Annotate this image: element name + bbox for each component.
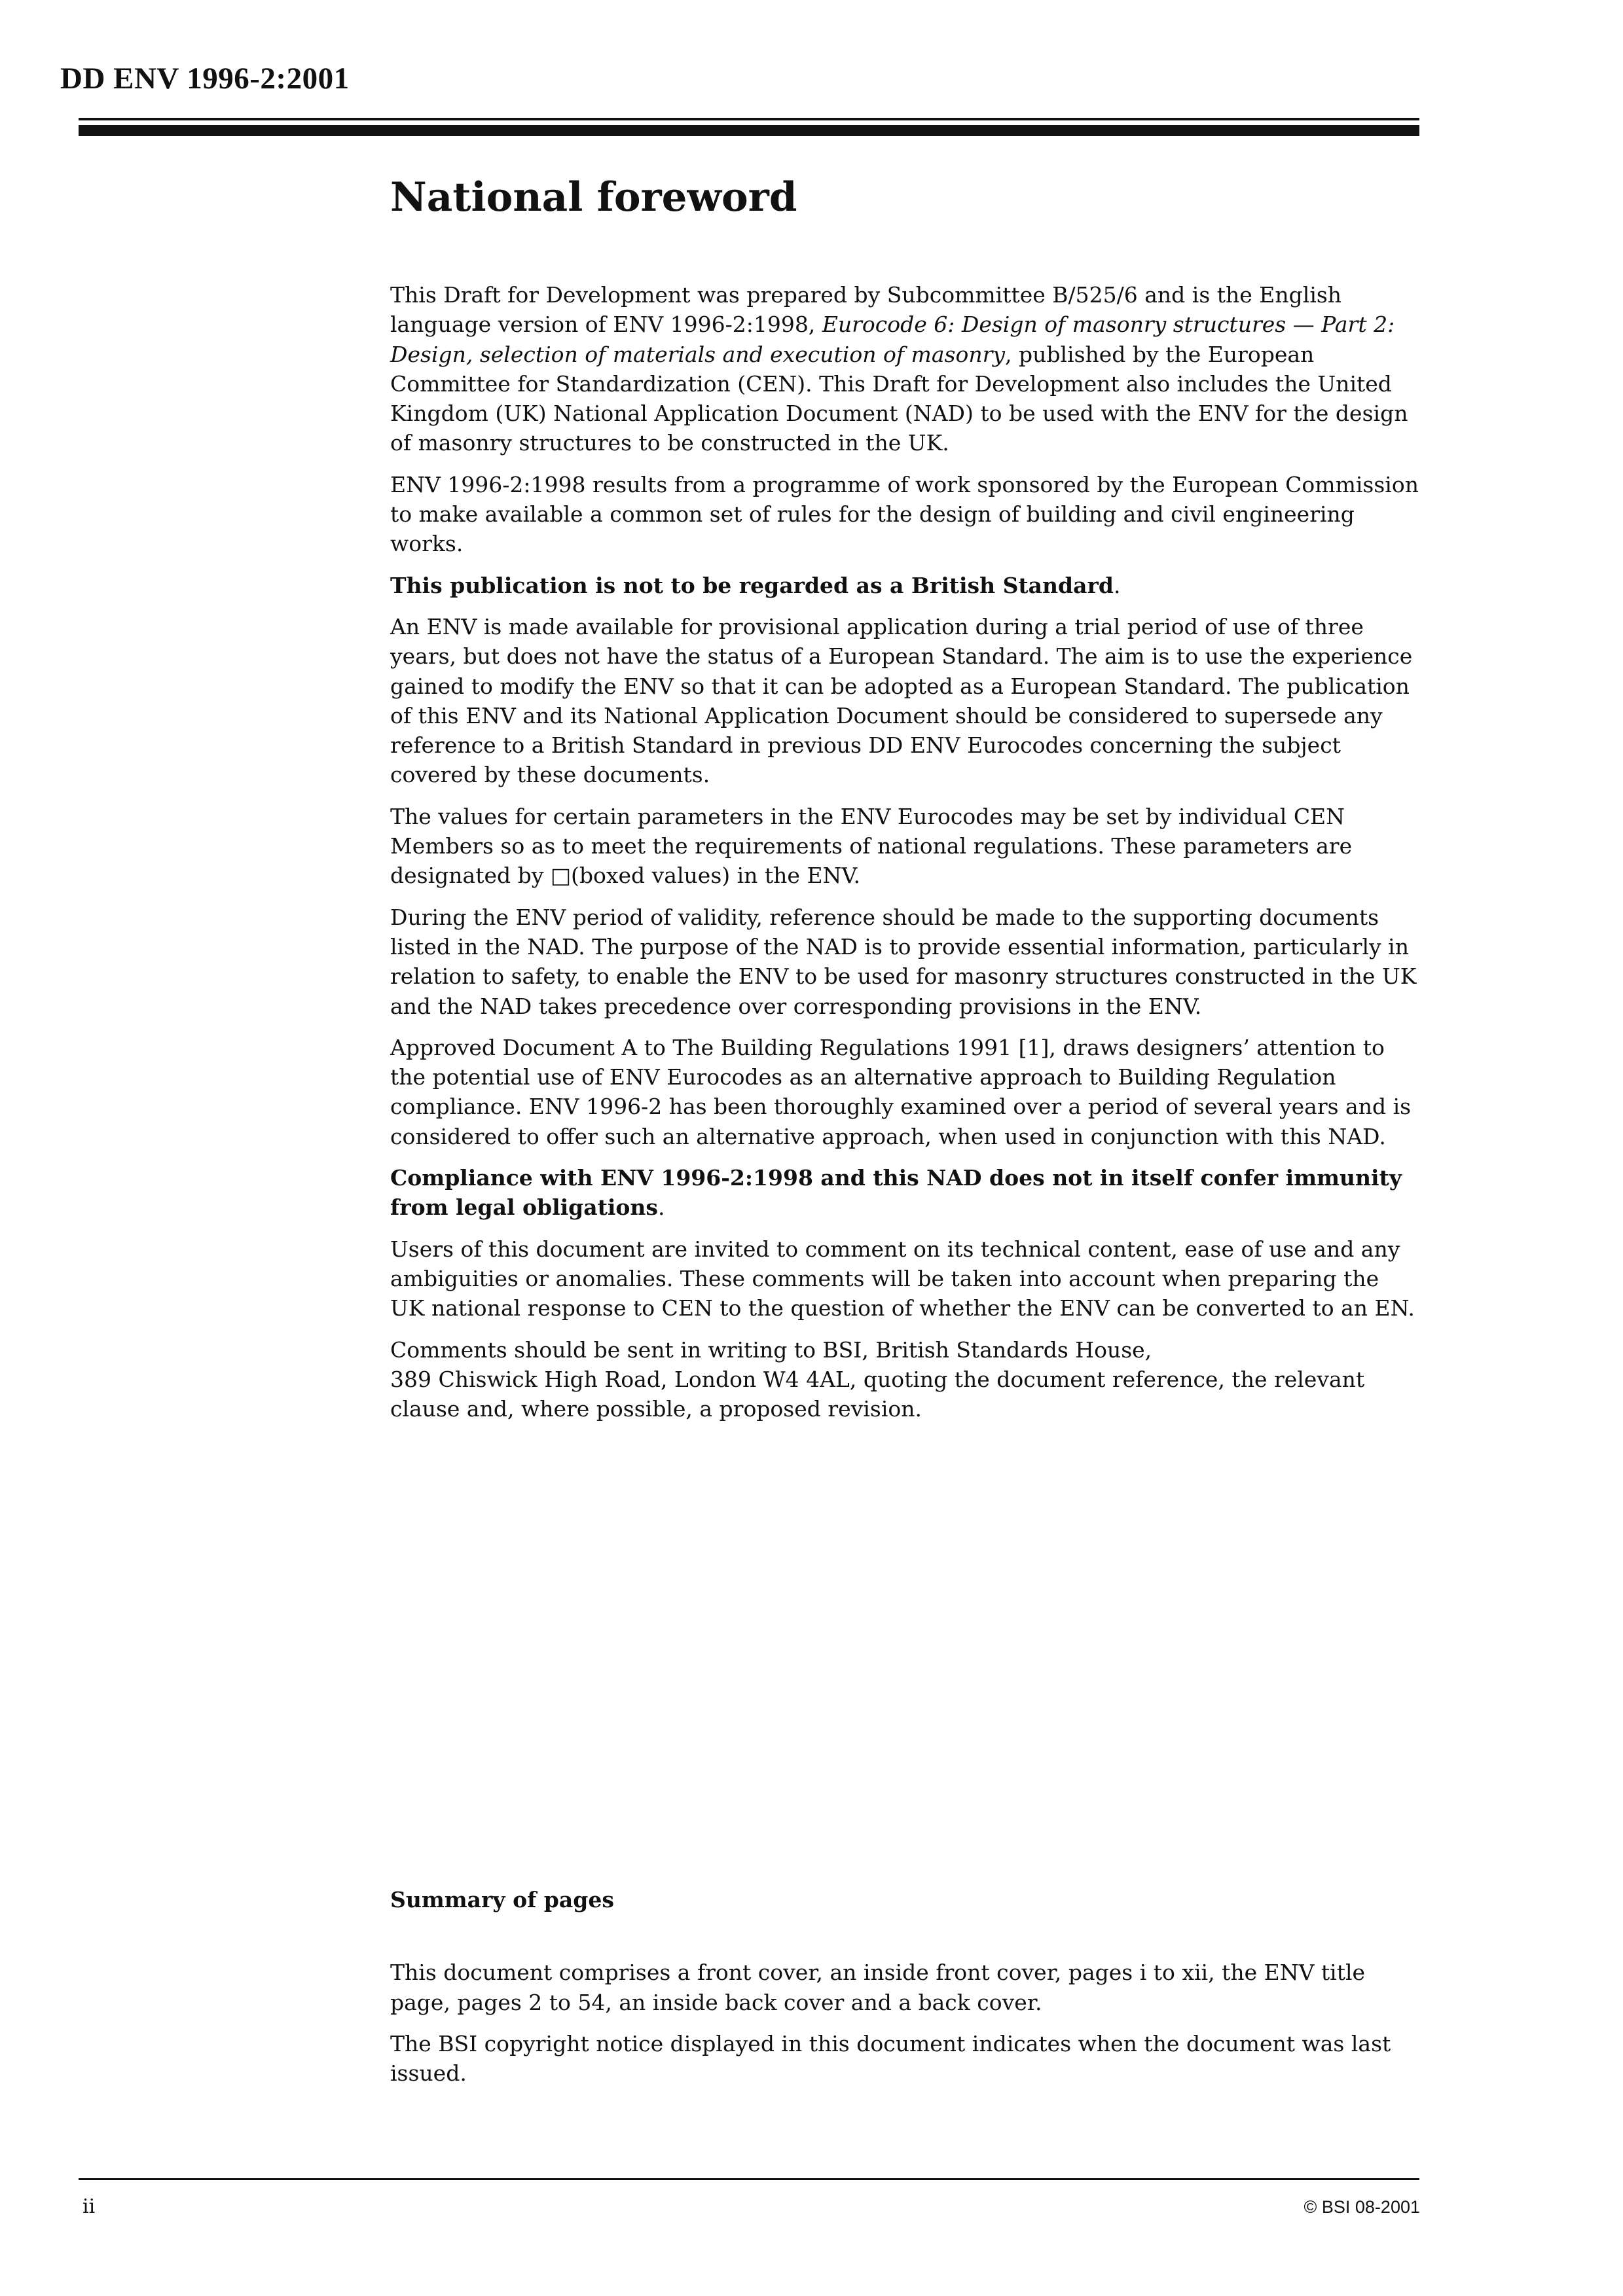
paragraph-trial-period: An ENV is made available for provisional application during a trial period of use of three years, but does not have the status of a European Standard. The aim is to use the experience gained to modify the ENV so that it can be adopted as a European Standard. The publication of this ENV and its National Application Document should be considered to supersede any reference to a British Standard in previous DD ENV Eurocodes concerning the subject covered by these documents. — [390, 613, 1413, 788]
comments-address-line1: Comments should be sent in writing to BSI, British Standards House, — [390, 1336, 1152, 1363]
not-british-standard-period: . — [1113, 572, 1121, 598]
page-title: National foreword — [390, 174, 797, 221]
paragraph-building-regulations: Approved Document A to The Building Regulations 1991 [1], draws designers’ attention to the potential use of ENV Eurocodes as an alternative approach to Building Regulation compliance. ENV 1996-2 has been thoroughly examined over a period of several years and is considered to offer such an alternative approach, when used in conjunction with this NAD. — [390, 1034, 1412, 1149]
document-code: DD ENV 1996-2:2001 — [60, 62, 350, 96]
summary-paragraph-contents: This document comprises a front cover, an inside front cover, pages i to xii, the ENV title page, pages 2 to 54, an inside back cover and a back cover. — [390, 1960, 1366, 2015]
paragraph-not-british-standard — [390, 571, 1419, 600]
page-number: ii — [82, 2195, 96, 2218]
paragraph-compliance — [390, 1163, 1419, 1223]
paragraph-boxed-values-text-a: The values for certain parameters in the ENV Eurocodes may be set by individual CEN Members so as to meet the requirements of national regulations. These parameters are designated by — [390, 803, 1353, 889]
summary-paragraph-copyright: The BSI copyright notice displayed in this document indicates when the document was last issued. — [390, 2030, 1391, 2087]
boxed-value-symbol: □ — [550, 863, 572, 889]
foreword-body — [390, 280, 1419, 1435]
paragraph-preparation — [390, 280, 1419, 458]
eurocode-title: Eurocode 6: Design of masonry structures — Part 2: Design, selection of materials and execution of masonry — [390, 312, 1395, 367]
paragraph-boxed-values-text-b: (boxed values) in the ENV. — [571, 863, 860, 889]
paragraph-preparation-text-b: , published by the European Committee for Standardization (CEN). This Draft for Development also includes the United Kingdom (UK) National Application Document (NAD) to be used with the ENV for the design of masonry structures to be constructed in the UK. — [390, 341, 1408, 456]
header-rule-thick — [79, 125, 1419, 136]
compliance-notice: Compliance with ENV 1996-2:1998 and this NAD does not in itself confer immunity from legal obligations — [390, 1165, 1402, 1221]
not-british-standard-notice: This publication is not to be regarded as a British Standard — [390, 572, 1114, 598]
paragraph-comments-invited: Users of this document are invited to comment on its technical content, ease of use and any ambiguities or anomalies. These comments will be taken into account when preparing the UK national response to CEN to the question of whether the ENV can be converted to an EN. — [390, 1236, 1415, 1321]
header-rule-thin — [79, 118, 1419, 120]
copyright-notice: © BSI 08-2001 — [1304, 2197, 1420, 2217]
paragraph-programme: ENV 1996-2:1998 results from a programme of work sponsored by the European Commission to make available a common set of rules for the design of building and civil engineering works. — [390, 471, 1419, 557]
summary-of-pages — [390, 1885, 1419, 2100]
footer-rule — [79, 2178, 1419, 2180]
paragraph-preparation-text-a: This Draft for Development was prepared by Subcommittee B/525/6 and is the English language version of ENV 1996-2:1998, — [390, 282, 1342, 338]
paragraph-comments-address — [390, 1335, 1419, 1424]
comments-address-line2: 389 Chiswick High Road, London W4 4AL, quoting the document reference, the relevant clause and, where possible, a proposed revision. — [390, 1366, 1365, 1422]
summary-heading: Summary of pages — [390, 1887, 614, 1912]
compliance-period: . — [658, 1194, 665, 1221]
paragraph-boxed-values — [390, 802, 1419, 891]
paragraph-validity: During the ENV period of validity, reference should be made to the supporting documents listed in the NAD. The purpose of the NAD is to provide essential information, particularly in relation to safety, to enable the ENV to be used for masonry structures constructed in the UK and the NAD takes precedence over corresponding provisions in the ENV. — [390, 904, 1417, 1019]
